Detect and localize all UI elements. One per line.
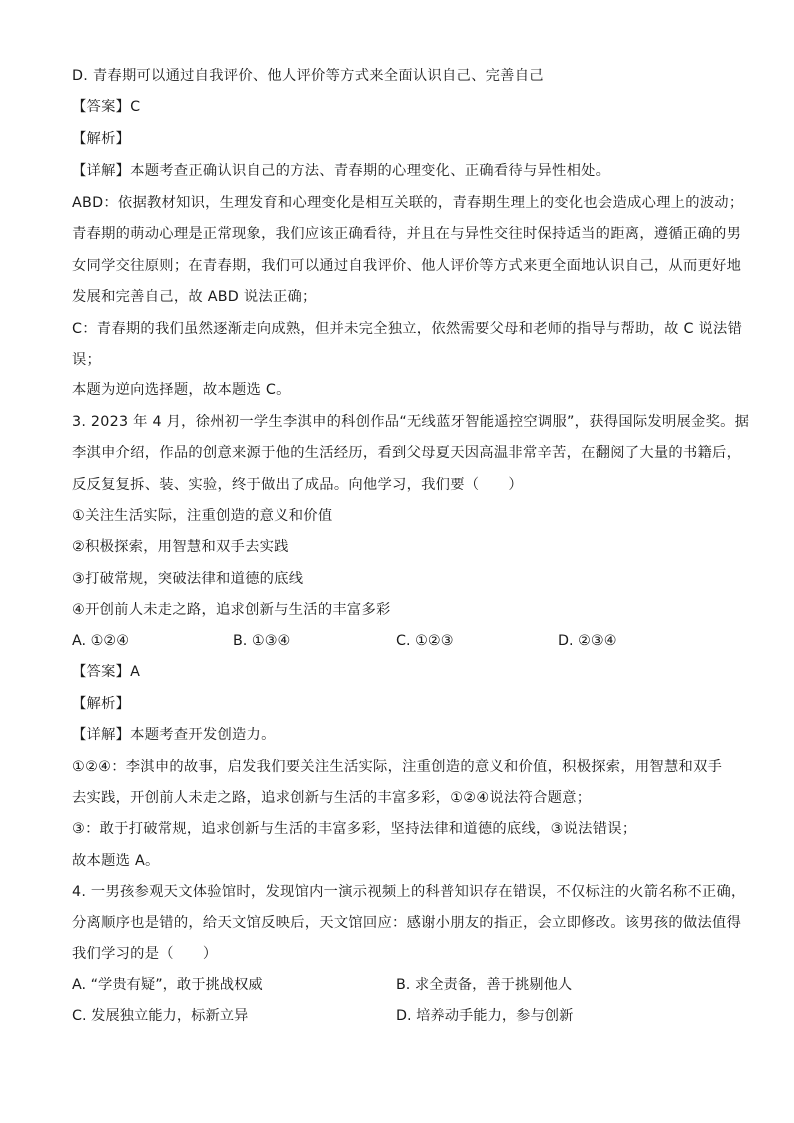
q2-analysis-heading: 【解析】 [72, 131, 131, 147]
q3-detail-line: 【详解】本题考查开发创造力。 [72, 727, 276, 743]
q3-statement: ④开创前人未走之路，追求创新与生活的丰富多彩 [72, 602, 391, 618]
q3-detail-line: ①②④：李淇申的故事，启发我们要关注生活实际，注重创造的意义和价值，积极探索，用智慧和双手 [72, 759, 723, 775]
q4-option-c: C. 发展独立能力，标新立异 [72, 1008, 249, 1024]
q2-detail-line: ABD：依据教材知识，生理发育和心理变化是相互关联的，青春期生理上的变化也会造成心理上的波动； [72, 195, 744, 211]
q2-detail-line: 误； [72, 352, 102, 368]
q4-option-b: B. 求全责备，善于挑剔他人 [396, 977, 573, 993]
q2-detail-line: 青春期的萌动心理是正常现象，我们应该正确看待，并且在与异性交往时保持适当的距离，遵循正确的男 [72, 226, 742, 242]
q3-stem: 李淇申介绍，作品的创意来源于他的生活经历，看到父母夏天因高温非常辛苦，在翻阅了大量的书籍后， [72, 445, 742, 461]
q3-option-a: A. ①②④ [72, 633, 130, 649]
q3-conclusion: 故本题选 A。 [72, 853, 160, 869]
q3-statement: ②积极探索，用智慧和双手去实践 [72, 539, 289, 555]
q2-answer: 【答案】C [72, 99, 141, 115]
q3-stem: 3. 2023 年 4 月，徐州初一学生李淇申的科创作品“无线蓝牙智能遥控空调服”，获得国际发明展金奖。据 [72, 414, 750, 430]
q4-option-a: A. “学贵有疑”，敢于挑战权威 [72, 977, 263, 993]
q3-analysis-heading: 【解析】 [72, 696, 131, 712]
q4-stem: 4. 一男孩参观天文体验馆时，发现馆内一演示视频上的科普知识存在错误，不仅标注的火箭名称不正确， [72, 884, 746, 900]
q4-stem: 我们学习的是（ ） [72, 946, 218, 962]
q2-detail-line: 女同学交往原则；在青春期，我们可以通过自我评价、他人评价等方式来更全面地认识自己，从而更好地 [72, 258, 742, 274]
q3-statement: ③打破常规，突破法律和道德的底线 [72, 571, 304, 587]
q4-option-d: D. 培养动手能力，参与创新 [396, 1008, 574, 1024]
q3-detail-line: ③：敢于打破常规，追求创新与生活的丰富多彩，坚持法律和道德的底线，③说法错误； [72, 821, 637, 837]
q3-answer: 【答案】A [72, 664, 141, 680]
q3-option-c: C. ①②③ [396, 633, 454, 649]
q2-detail-line: 发展和完善自己，故 ABD 说法正确； [72, 289, 317, 305]
q2-option-d: D. 青春期可以通过自我评价、他人评价等方式来全面认识自己、完善自己 [72, 68, 544, 84]
q3-stem: 反反复复拆、装、实验，终于做出了成品。向他学习，我们要（ ） [72, 477, 523, 493]
q2-conclusion: 本题为逆向选择题，故本题选 C。 [72, 382, 291, 398]
q2-detail-line: C：青春期的我们虽然逐渐走向成熟，但并未完全独立，依然需要父母和老师的指导与帮助，故 C 说法错 [72, 321, 743, 337]
q3-option-b: B. ①③④ [233, 633, 291, 649]
q3-statement: ①关注生活实际，注重创造的意义和价值 [72, 508, 333, 524]
q3-detail-line: 去实践，开创前人未走之路，追求创新与生活的丰富多彩，①②④说法符合题意； [72, 790, 592, 806]
q4-stem: 分离顺序也是错的，给天文馆反映后，天文馆回应：感谢小朋友的指正，会立即修改。该男孩的做法值得 [72, 915, 742, 931]
q3-option-d: D. ②③④ [558, 633, 617, 649]
q2-detail-line: 【详解】本题考查正确认识自己的方法、青春期的心理变化、正确看待与异性相处。 [72, 163, 611, 179]
